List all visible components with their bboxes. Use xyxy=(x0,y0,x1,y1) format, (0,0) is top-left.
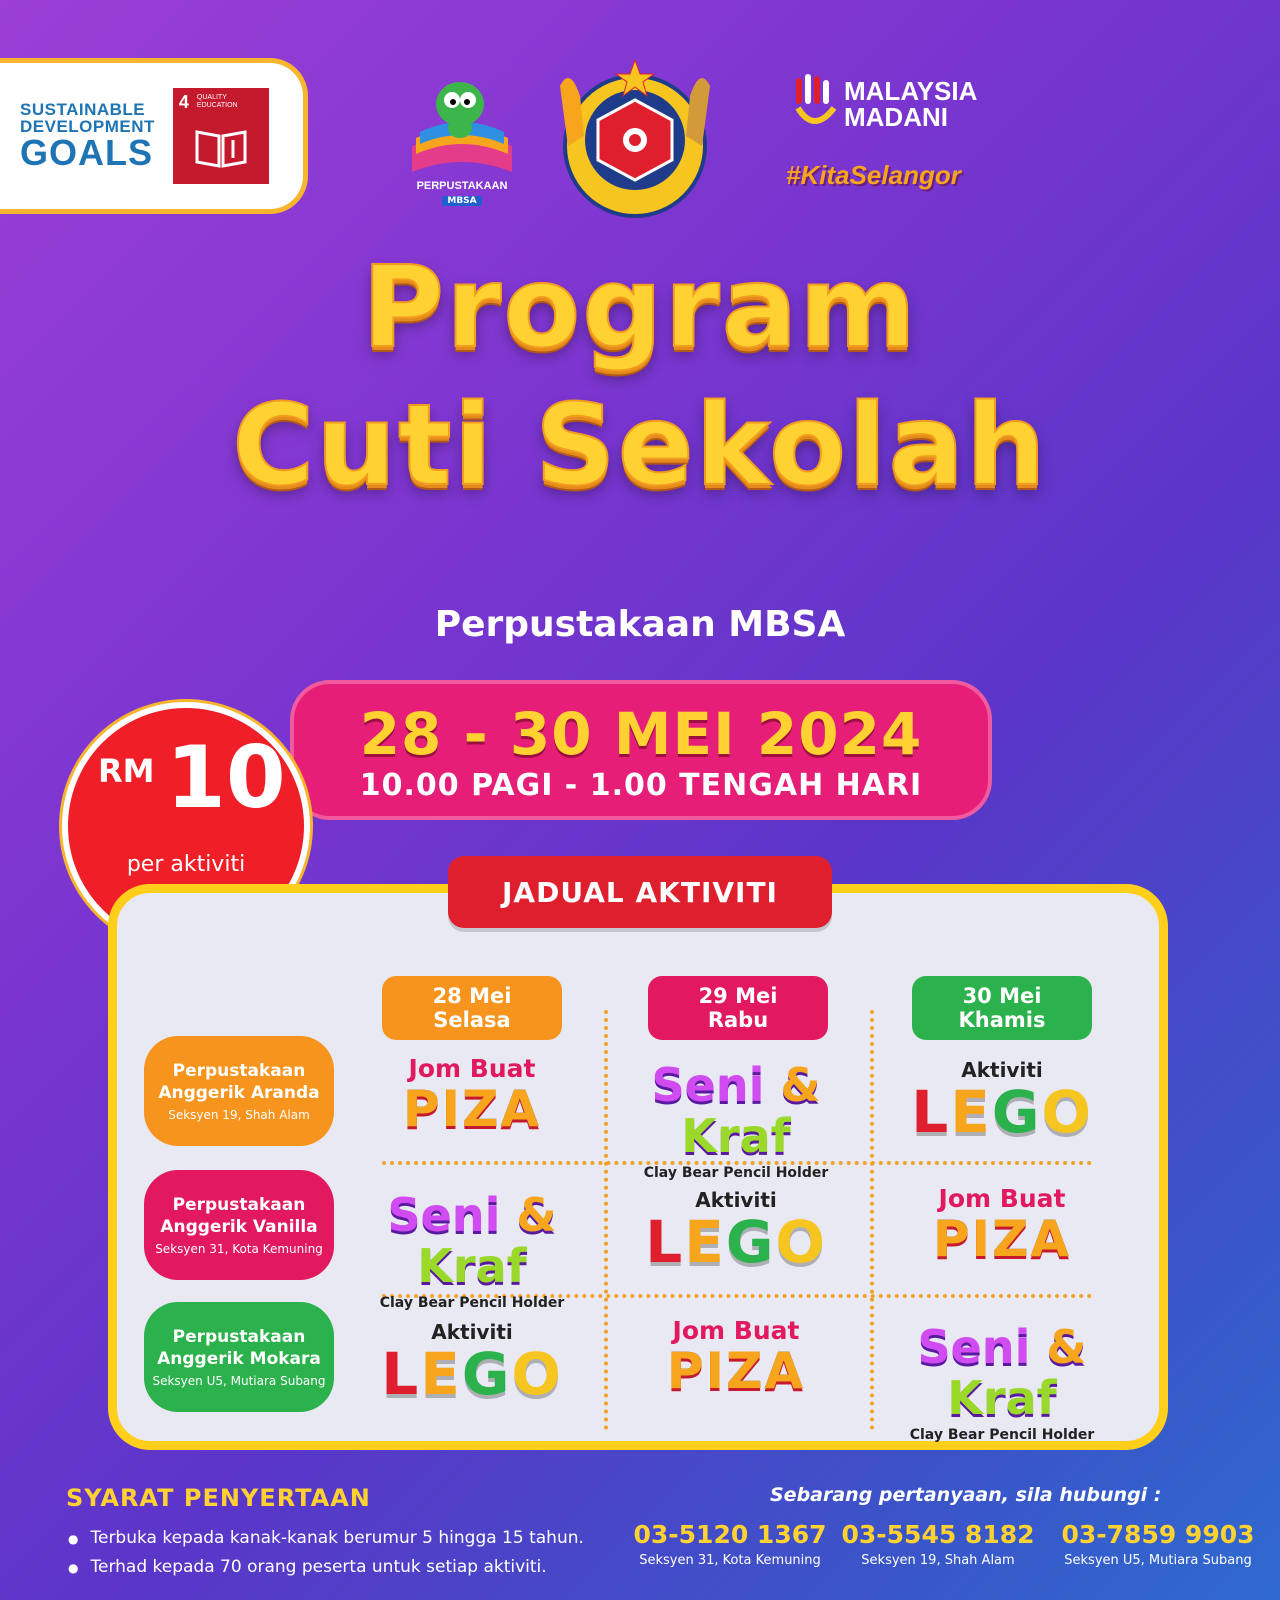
activity-pre: Jom Buat xyxy=(938,1184,1066,1213)
activity-main: PIZA xyxy=(666,1342,806,1400)
library-aranda: Perpustakaan Anggerik Aranda Seksyen 19, Shah Alam xyxy=(144,1036,334,1146)
activity-main: PIZA xyxy=(402,1080,542,1138)
title-line1: Program xyxy=(362,243,918,373)
activity-pre: Jom Buat xyxy=(672,1316,800,1345)
crest-emblem-icon xyxy=(550,56,720,221)
activity-pre: Aktiviti xyxy=(961,1058,1043,1082)
activity-sub: Clay Bear Pencil Holder xyxy=(643,1165,829,1182)
madani-hand-icon xyxy=(792,74,838,132)
terms-item: ● Terhad kepada 70 orang peserta untuk setiap aktiviti. xyxy=(68,1553,584,1582)
activity-main: Seni & Kraf xyxy=(651,1058,821,1163)
kita-selangor-hashtag: #KitaSelangor xyxy=(786,160,961,190)
mbsa-crest xyxy=(550,56,720,221)
madani-wordmark: MALAYSIA MADANI xyxy=(844,76,978,132)
sdg-goal-label: QUALITY EDUCATION xyxy=(196,94,238,110)
date-banner xyxy=(290,680,992,820)
library-logo-sub: MBSA xyxy=(442,196,482,206)
activity-pre: Jom Buat xyxy=(408,1054,536,1083)
price-currency: RM xyxy=(98,752,155,790)
title-line2: Cuti Sekolah xyxy=(232,381,1048,511)
activity-lego xyxy=(606,1176,866,1296)
sdg-line3: GOALS xyxy=(20,132,154,173)
activity-seni-kraf xyxy=(606,1046,866,1182)
activity-sub: Clay Bear Pencil Holder xyxy=(379,1295,565,1312)
bookworm-icon xyxy=(402,76,522,180)
phone-kota-kemuning: 03-5120 1367 Seksyen 31, Kota Kemuning xyxy=(633,1520,827,1568)
malaysia-madani-logo xyxy=(792,74,1002,134)
book-icon xyxy=(193,128,249,168)
terms-list xyxy=(68,1524,584,1582)
activity-main: PIZA xyxy=(932,1210,1072,1268)
price-amount: 10 xyxy=(166,728,286,828)
sdg-goal-number: 4 xyxy=(178,92,189,112)
day-header-28: 28 Mei Selasa xyxy=(382,976,562,1040)
sdg-line2: DEVELOPMENT xyxy=(20,117,155,136)
activity-main: Seni & Kraf xyxy=(917,1320,1087,1425)
title-block xyxy=(0,243,1280,511)
activity-seni-kraf xyxy=(872,1308,1132,1444)
activity-lego xyxy=(342,1308,602,1428)
activity-pizza xyxy=(606,1308,866,1428)
sdg-logo-card xyxy=(0,58,308,214)
activity-pizza xyxy=(342,1046,602,1166)
activity-main: LEGO xyxy=(645,1208,827,1276)
perpustakaan-mbsa-logo xyxy=(402,76,522,212)
phone-shah-alam: 03-5545 8182 Seksyen 19, Shah Alam xyxy=(841,1520,1035,1568)
schedule-title: JADUAL AKTIVITI xyxy=(448,856,832,928)
contact-title: Sebarang pertanyaan, sila hubungi : xyxy=(770,1484,1162,1506)
event-date: 28 - 30 MEI 2024 xyxy=(359,700,923,768)
day-header-30: 30 Mei Khamis xyxy=(912,976,1092,1040)
sdg-line1: SUSTAINABLE xyxy=(20,100,146,119)
day-header-29: 29 Mei Rabu xyxy=(648,976,828,1040)
activity-main: LEGO xyxy=(381,1340,563,1408)
phone-mutiara-subang: 03-7859 9903 Seksyen U5, Mutiara Subang xyxy=(1061,1520,1255,1568)
activity-seni-kraf xyxy=(342,1176,602,1312)
activity-pre: Aktiviti xyxy=(431,1320,513,1344)
library-mokara: Perpustakaan Anggerik Mokara Seksyen U5, Mutiara Subang xyxy=(144,1302,334,1412)
sdg-goal-tile xyxy=(173,88,269,184)
terms-item: ● Terbuka kepada kanak-kanak berumur 5 hingga 15 tahun. xyxy=(68,1524,584,1553)
subtitle: Perpustakaan MBSA xyxy=(434,604,846,645)
activity-pizza xyxy=(872,1176,1132,1296)
sdg-wordmark xyxy=(20,101,155,171)
event-time: 10.00 PAGI - 1.00 TENGAH HARI xyxy=(359,768,923,803)
price-per: per aktiviti xyxy=(126,852,246,877)
library-logo-label: PERPUSTAKAAN xyxy=(416,180,508,192)
activity-sub: Clay Bear Pencil Holder xyxy=(909,1427,1095,1444)
activity-main: LEGO xyxy=(911,1078,1093,1146)
library-vanilla: Perpustakaan Anggerik Vanilla Seksyen 31, Kota Kemuning xyxy=(144,1170,334,1280)
terms-title: SYARAT PENYERTAAN xyxy=(66,1484,371,1512)
activity-pre: Aktiviti xyxy=(695,1188,777,1212)
activity-lego xyxy=(872,1046,1132,1166)
activity-main: Seni & Kraf xyxy=(387,1188,557,1293)
